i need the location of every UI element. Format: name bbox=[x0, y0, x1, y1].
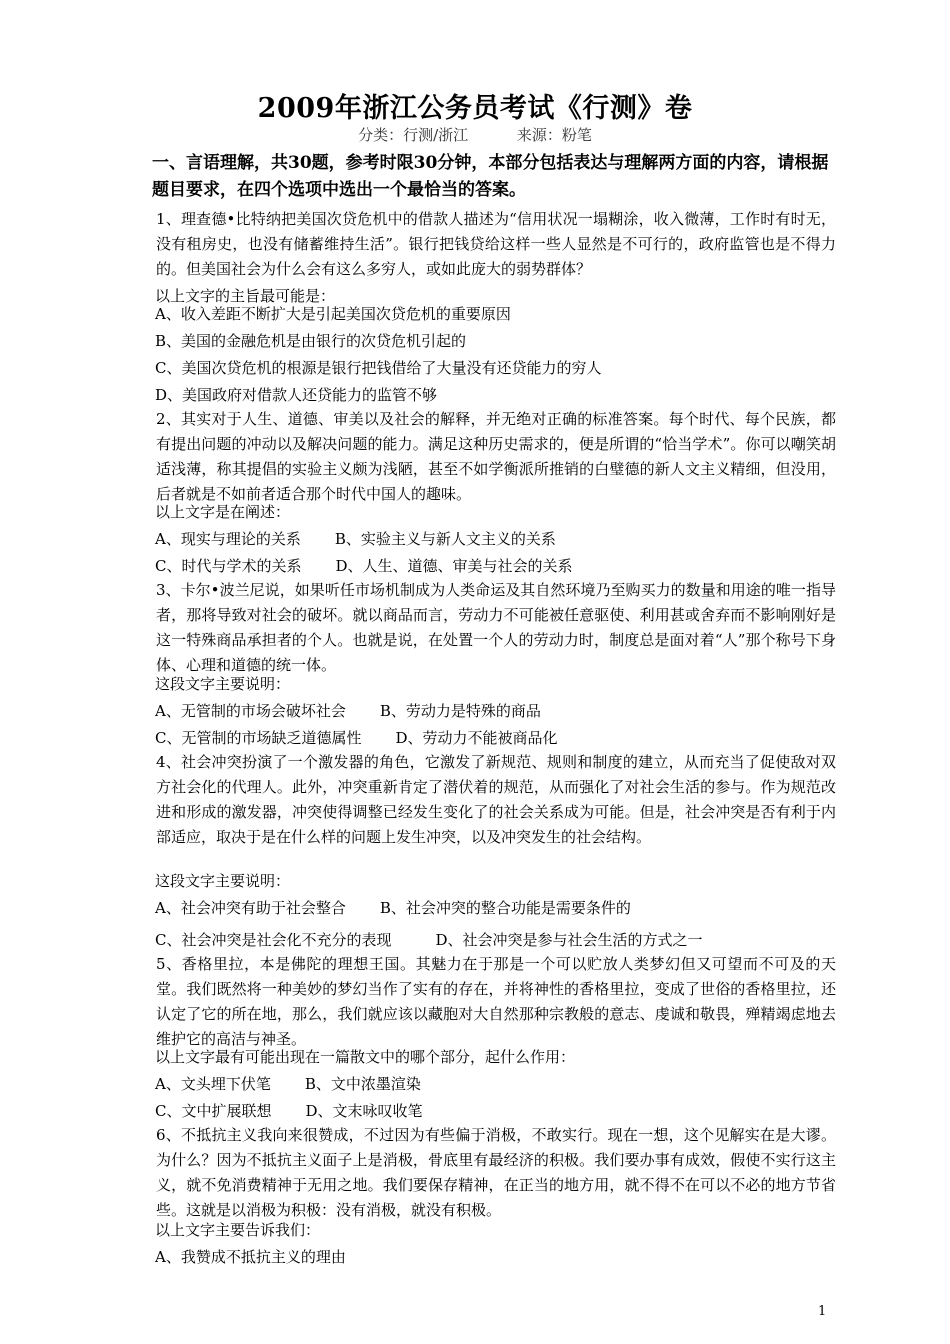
question-3-option-c: C、无管制的市场缺乏道德属性 bbox=[155, 729, 362, 747]
question-4-option-c: C、社会冲突是社会化不充分的表现 bbox=[155, 931, 392, 949]
doc-category: 分类：行测/浙江 bbox=[358, 126, 469, 144]
question-1-text: 1、理查德•比特纳把美国次贷危机中的借款人描述为“信用状况一塌糊涂，收入微薄，工作时有时无，没有租房史，也没有储蓄维持生活”。银行把钱贷给这样一些人显然是不可行的，政府监管也是不得力的。但美国社会为什么会有这么多穷人，或如此庞大的弱势群体？ bbox=[156, 210, 836, 278]
question-5-text: 5、香格里拉，本是佛陀的理想王国。其魅力在于那是一个可以贮放人类梦幻但又可望而不可及的天堂。我们既然将一种美妙的梦幻当作了实有的存在，并将神性的香格里拉，变成了世俗的香格里拉，还认定了它的所在地，那么，我们就应该以藏胞对大自然那种宗教般的意志、虔诚和敬畏，殚精竭虑地去维护它的高洁与神圣。 bbox=[156, 955, 836, 1048]
question-1-option-b: B、美国的金融危机是由银行的次贷危机引起的 bbox=[155, 332, 467, 350]
question-5-option-d: D、文末咏叹收笔 bbox=[305, 1102, 423, 1120]
question-6-option-a: A、我赞成不抵抗主义的理由 bbox=[155, 1248, 346, 1266]
question-3-prompt: 这段文字主要说明： bbox=[155, 675, 291, 693]
question-4-options-ab bbox=[155, 896, 631, 921]
question-4-option-a: A、社会冲突有助于社会整合 bbox=[155, 899, 346, 917]
doc-source: 来源：粉笔 bbox=[516, 126, 592, 144]
question-2-option-c: C、时代与学术的关系 bbox=[155, 557, 302, 575]
question-1-option-a: A、收入差距不断扩大是引起美国次贷危机的重要原因 bbox=[155, 305, 511, 323]
question-1-prompt: 以上文字的主旨最可能是： bbox=[155, 287, 336, 305]
question-2-option-b: B、实验主义与新人文主义的关系 bbox=[334, 530, 556, 548]
question-4-prompt: 这段文字主要说明： bbox=[155, 872, 291, 890]
question-2-option-d: D、人生、道德、审美与社会的关系 bbox=[335, 557, 573, 575]
question-3-option-b: B、劳动力是特殊的商品 bbox=[379, 702, 541, 720]
question-5-option-b: B、文中浓墨渲染 bbox=[304, 1075, 421, 1093]
question-3-options-ab bbox=[155, 699, 541, 724]
doc-meta bbox=[0, 124, 950, 145]
question-2-option-a: A、现实与理论的关系 bbox=[155, 530, 301, 548]
page-number: 1 bbox=[818, 1304, 827, 1319]
question-3-option-a: A、无管制的市场会破坏社会 bbox=[155, 702, 346, 720]
question-6-prompt: 以上文字主要告诉我们： bbox=[155, 1221, 321, 1239]
question-2-options-cd bbox=[155, 554, 573, 579]
question-5-options-ab bbox=[155, 1072, 421, 1097]
question-1-option-c: C、美国次贷危机的根源是银行把钱借给了大量没有还贷能力的穷人 bbox=[155, 359, 602, 377]
question-5-option-a: A、文头埋下伏笔 bbox=[155, 1075, 271, 1093]
question-2-options-ab bbox=[155, 527, 556, 552]
question-4-text: 4、社会冲突扮演了一个激发器的角色，它激发了新规范、规则和制度的建立，从而充当了促使敌对双方社会化的代理人。此外，冲突重新肯定了潜伏着的规范，从而强化了对社会生活的参与。作为规范改进和形成的激发器，冲突使得调整已经发生变化了的社会关系成为可能。但是，社会冲突是否有利于内部适应，取决于是在什么样的问题上发生冲突，以及冲突发生的社会结构。 bbox=[156, 753, 836, 846]
question-4-option-b: B、社会冲突的整合功能是需要条件的 bbox=[379, 899, 631, 917]
question-5-options-cd bbox=[155, 1099, 423, 1124]
section-heading: 一、言语理解，共30题，参考时限30分钟，本部分包括表达与理解两方面的内容，请根据题目要求，在四个选项中选出一个最恰当的答案。 bbox=[152, 153, 829, 200]
question-3-text: 3、卡尔•波兰尼说，如果听任市场机制成为人类命运及其自然环境乃至购买力的数量和用途的唯一指导者，那将导致对社会的破坏。就以商品而言，劳动力不可能被任意驱使、利用甚或舍弃而不影响刚好是这一特殊商品承担者的个人。也就是说，在处置一个人的劳动力时，制度总是面对着“人”那个称号下身体、心理和道德的统一体。 bbox=[156, 581, 836, 674]
question-2-text: 2、其实对于人生、道德、审美以及社会的解释，并无绝对正确的标准答案。每个时代、每个民族，都有提出问题的冲动以及解决问题的能力。满足这种历史需求的，便是所谓的“恰当学术”。你可以嘲笑胡适浅薄，称其提倡的实验主义颇为浅陋，甚至不如学衡派所推销的白璧德的新人文主义精细，但没用，后者就是不如前者适合那个时代中国人的趣味。 bbox=[156, 410, 836, 503]
question-1-option-d: D、美国政府对借款人还贷能力的监管不够 bbox=[155, 386, 438, 404]
question-3-options-cd bbox=[155, 726, 558, 751]
doc-title: 2009年浙江公务员考试《行测》卷 bbox=[257, 93, 693, 124]
question-2-prompt: 以上文字是在阐述： bbox=[155, 503, 291, 521]
question-3-option-d: D、劳动力不能被商品化 bbox=[395, 729, 558, 747]
question-4-option-d: D、社会冲突是参与社会生活的方式之一 bbox=[435, 931, 703, 949]
question-4-options-cd bbox=[155, 928, 703, 953]
question-6-text: 6、不抵抗主义我向来很赞成，不过因为有些偏于消极，不敢实行。现在一想，这个见解实在是大谬。为什么？因为不抵抗主义面子上是消极，骨底里有最经济的积极。我们要办事有成效，假使不实行这主义，就不免消费精神于无用之地。我们要保存精神，在正当的地方用，就不得不在可以不必的地方节省些。这就是以消极为积极：没有消极，就没有积极。 bbox=[156, 1126, 836, 1219]
question-5-option-c: C、文中扩展联想 bbox=[155, 1102, 272, 1120]
question-5-prompt: 以上文字最有可能出现在一篇散文中的哪个部分，起什么作用： bbox=[155, 1048, 576, 1066]
